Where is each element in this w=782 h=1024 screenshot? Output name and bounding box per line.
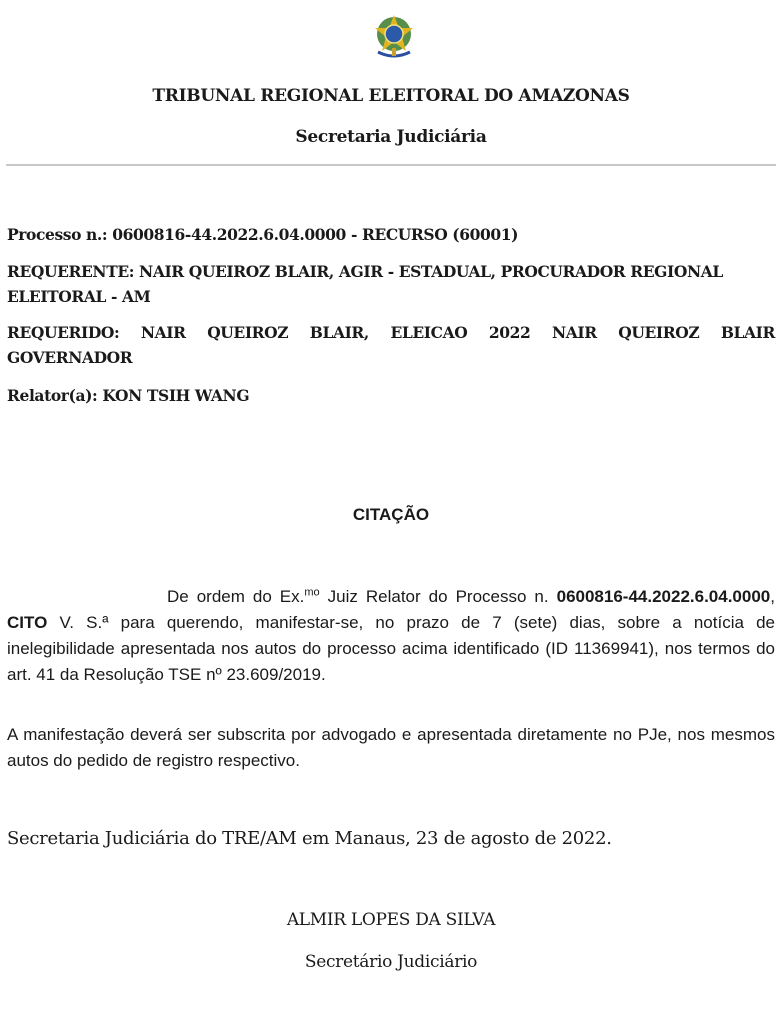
p1-text-2: Juiz Relator do Processo n.	[319, 587, 557, 606]
signer-title: Secretário Judiciário	[304, 952, 478, 972]
brazil-coat-of-arms-icon	[368, 12, 420, 62]
p1-superscript: mo	[304, 586, 320, 599]
requerente: REQUERENTE: NAIR QUEIROZ BLAIR, AGIR - ESTADUAL, PROCURADOR REGIONAL ELEITORAL - AM	[7, 262, 723, 306]
place-date: Secretaria Judiciária do TRE/AM em Manaus, 23 de agosto de 2022.	[7, 828, 612, 849]
signer-name: ALMIR LOPES DA SILVA	[286, 910, 496, 930]
requerido-line-1: REQUERIDO: NAIR QUEIROZ BLAIR, ELEICAO 2022 NAIR QUEIROZ BLAIR	[7, 323, 775, 342]
header-divider	[6, 164, 776, 166]
relator: Relator(a): KON TSIH WANG	[7, 386, 250, 405]
court-name: TRIBUNAL REGIONAL ELEITORAL DO AMAZONAS	[152, 86, 630, 106]
p1-text-1: De ordem do Ex.	[167, 587, 305, 606]
process-number: Processo n.: 0600816-44.2022.6.04.0000 - RECURSO (60001)	[7, 225, 519, 244]
requerido	[7, 320, 775, 370]
requerido-line-2: GOVERNADOR	[7, 348, 133, 367]
p1-cito: CITO	[7, 613, 48, 632]
p1-text-4: V. S.ª para querendo, manifestar-se, no prazo de 7 (sete) dias, sobre a notícia de inelegibilidade apresentada nos autos do processo acima identificado (ID 11369941), nos termos do art. 41 da Resolução TSE nº 23.609/2019.	[7, 613, 775, 684]
department-name: Secretaria Judiciária	[295, 127, 487, 147]
p1-process-number: 0600816-44.2022.6.04.0000	[556, 587, 771, 606]
p1-text-3: ,	[770, 587, 775, 606]
notice-heading: CITAÇÃO	[352, 505, 430, 524]
notice-paragraph-1	[7, 584, 775, 688]
notice-paragraph-2: A manifestação deverá ser subscrita por advogado e apresentada diretamente no PJe, nos mesmos autos do pedido de registro respectivo.	[7, 725, 775, 770]
